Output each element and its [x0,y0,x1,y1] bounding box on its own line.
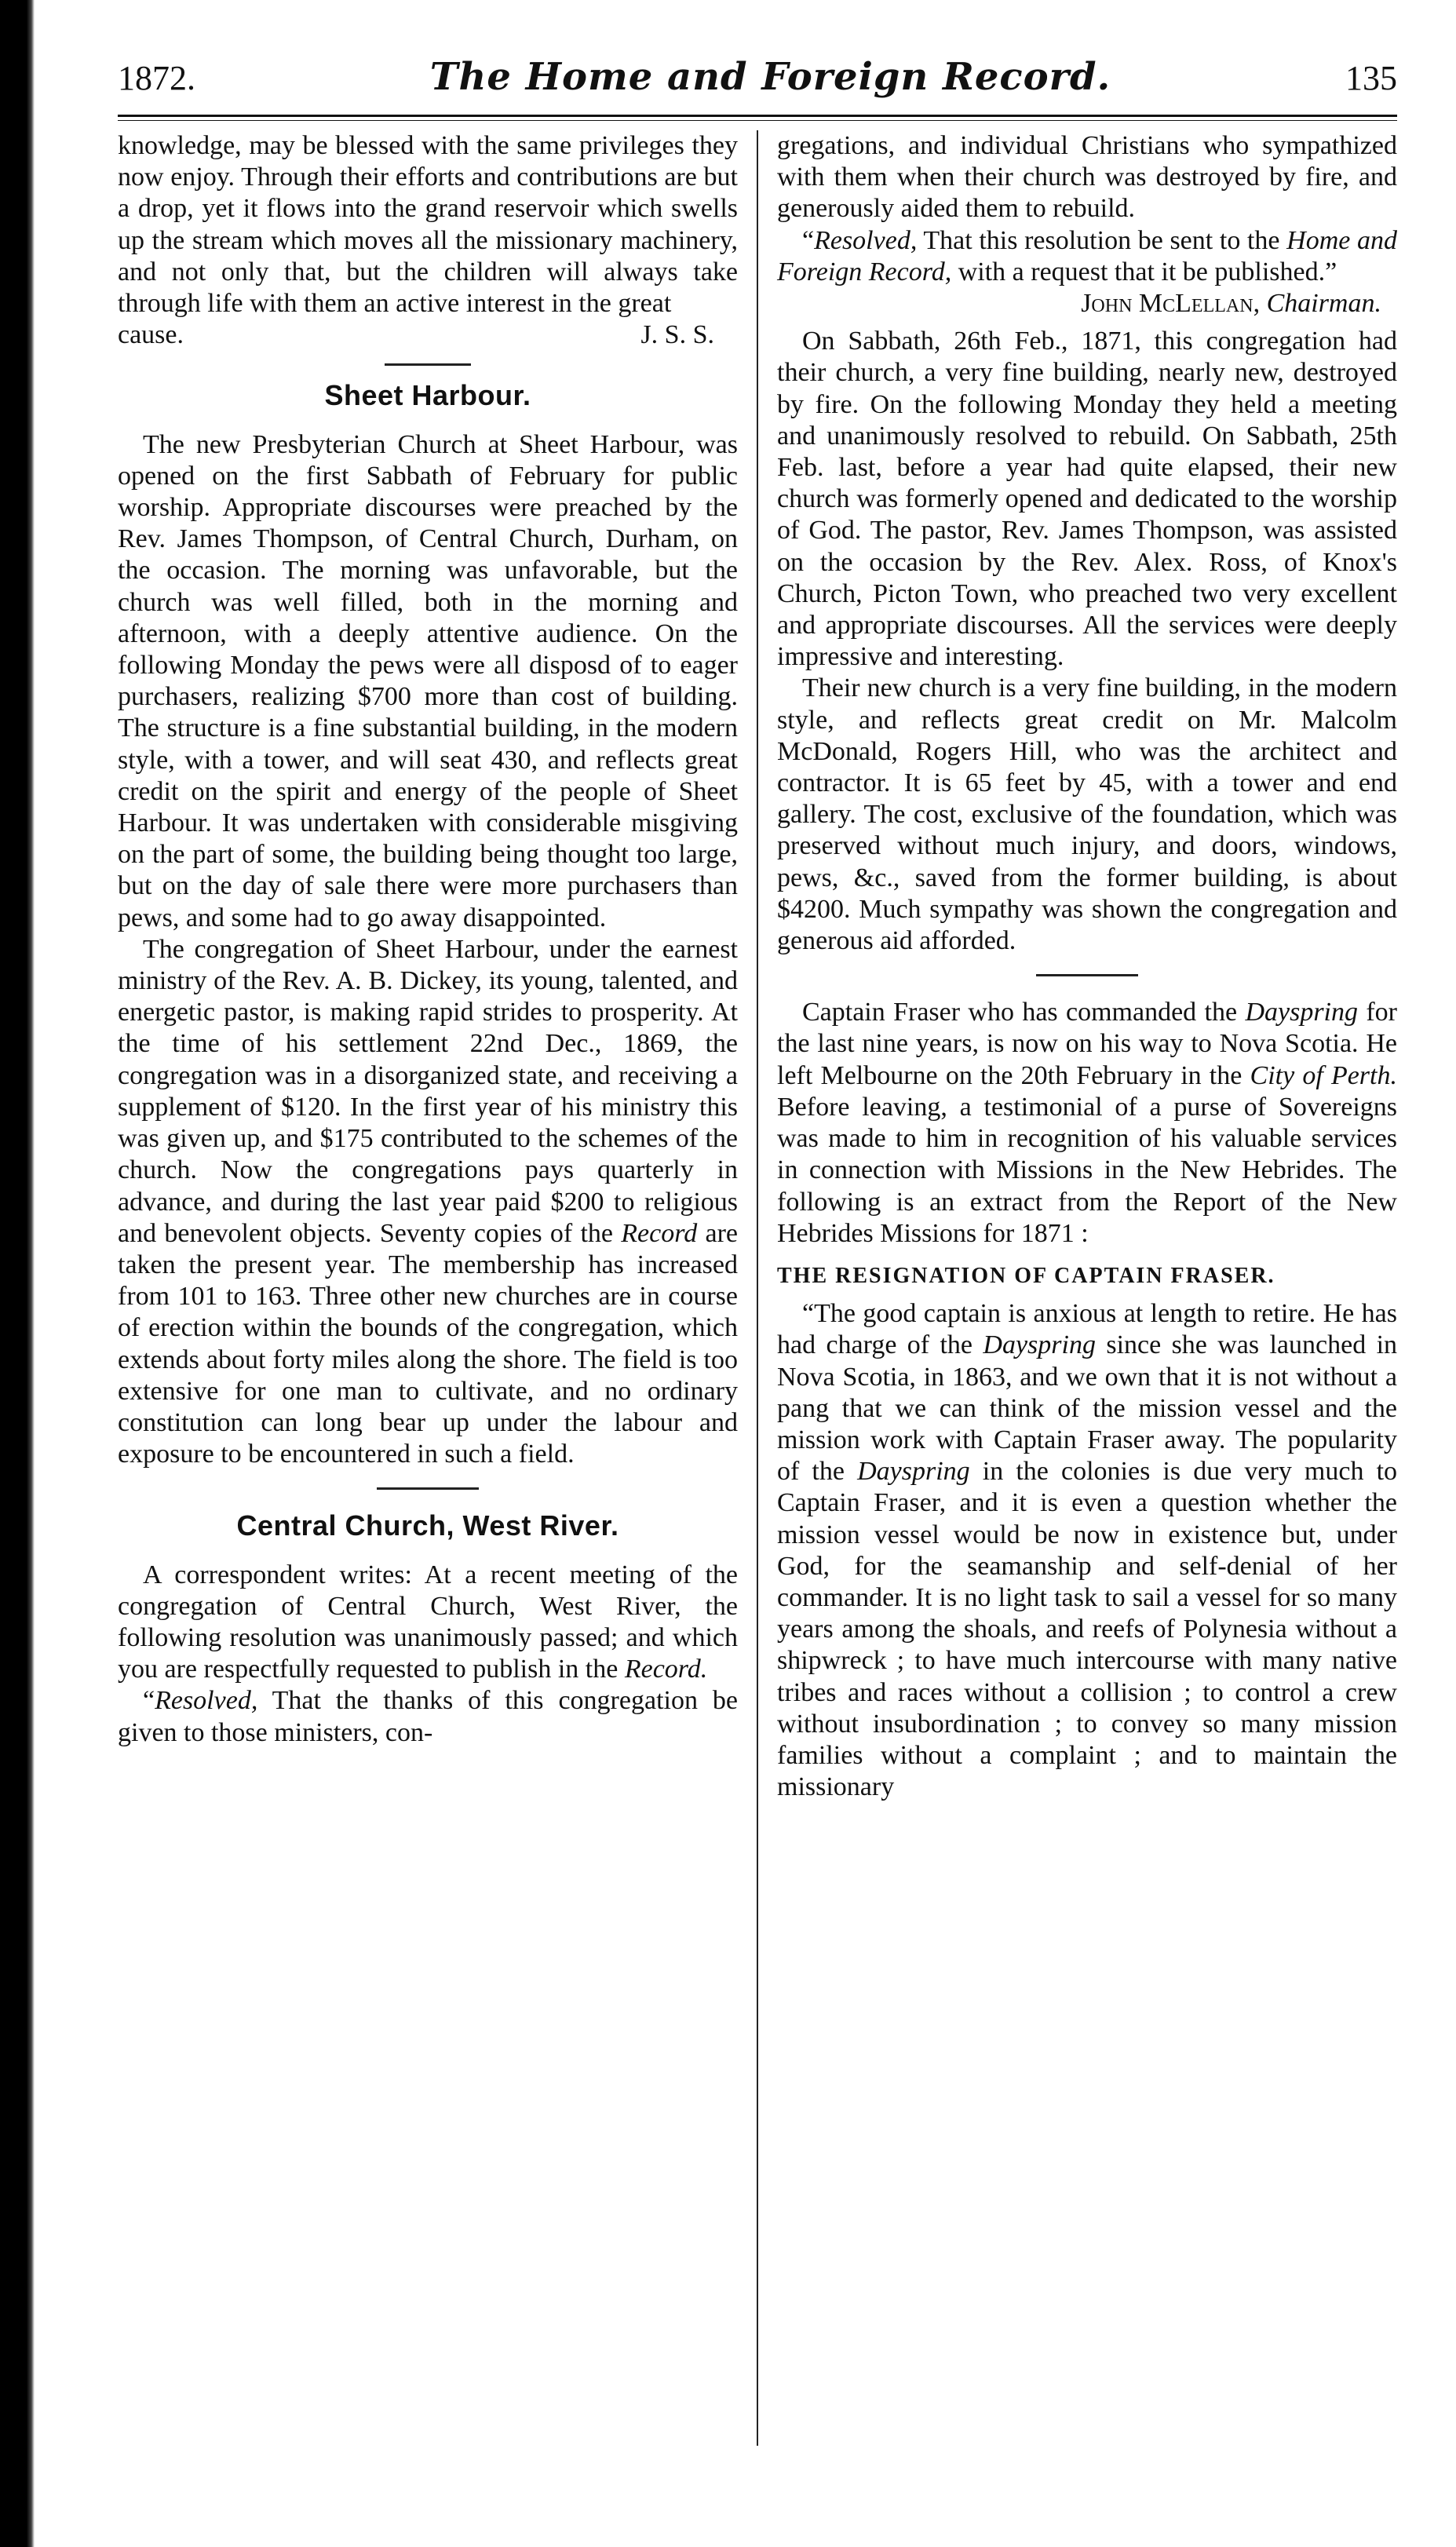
central-church-resolution-1: “Resolved, That the thanks of this congregation be given to those ministers, con- [118,1686,738,1747]
header-year: 1872. [118,59,195,97]
chairman-signature: John McLellan, Chairman. [1081,289,1381,319]
intro-signature: J. S. S. [640,320,714,350]
left-column [118,130,757,2422]
sheet-harbour-paragraph-1: The new Presbyterian Church at Sheet Harbour, was opened on the first Sabbath of February for public worship. Appropriate discourses were preached by the Rev. James Thompson, of Central Church, Durham, on the occasion. The morning was unfavorable, but the church was well filled, both in the morning and afternoon, with a deeply attentive audience. On the following Monday the pews were all disposd of to eager purchasers, realizing $700 more than cost of building. The structure is a fine substantial building, in the modern style, with a tower, and will seat 430, and reflects great credit on the spirit and energy of the people of Sheet Harbour. It was undertaken with considerable misgiving on the part of some, the building being thought too large, but on the day of sale there were more purchasers than pews, and some had to go away disappointed. [118,429,738,932]
section-divider [377,1487,479,1490]
sheet-harbour-heading: Sheet Harbour. [324,379,531,412]
resolution-continuation: gregations, and individual Christians who sympathized with them when their church was destroyed by fire, and generously aided them to rebuild. [777,131,1397,224]
journal-page [118,55,1397,2488]
resignation-heading: THE RESIGNATION OF CAPTAIN FRASER. [777,1263,1275,1288]
section-divider [385,363,471,366]
page-number: 135 [1345,59,1397,97]
resignation-paragraph: “The good captain is anxious at length to retire. He has had charge of the Dayspring since she was launched in Nova Scotia, in 1863, and we own that it is not without a pang that we can think of the mission vessel and the mission work with Captain Fraser away. The popularity of the Dayspring in the colonies is due very much to Captain Fraser, and it is even a question whether the mission vessel would be now in existence but, under God, for the seamanship and self-denial of her commander. It is no light task to sail a vessel for so many years among the shoals, and reefs of Polynesia without a shipwreck ; to have much intercourse with many native tribes and races without a collision ; to control a crew without insubordination ; to convey so many mission families without a complaint ; and to maintain the missionary [777,1299,1397,1802]
sabbath-paragraph: On Sabbath, 26th Feb., 1871, this congregation had their church, a very fine building, nearly new, destroyed by fire. On the following Monday they held a meeting and unanimously resolved to rebuild. On Sabbath, 25th Feb. last, before a year had quite elapsed, their new church was formerly opened and dedicated to the worship of God. The pastor, Rev. James Thompson, was assisted on the occasion by the Rev. Alex. Ross, of Knox's Church, Picton Town, who preached two very excellent and appropriate discourses. All the services were deeply impressive and interesting. [777,327,1397,672]
intro-paragraph: knowledge, may be blessed with the same privileges they now enjoy. Through their efforts and contributions are but a drop, yet it flows into the grand reservoir which swells up the stream which moves all the missionary machinery, and not only that, but the children will always take through life with them an active interest in the great [118,131,738,319]
sheet-harbour-paragraph-2: The congregation of Sheet Harbour, under the earnest ministry of the Rev. A. B. Dickey, its young, talented, and energetic pastor, is making rapid strides to prosperity. At the time of his settlement 22nd Dec., 1869, the congregation was in a disorganized state, and receiving a supplement of $120. In the first year of his ministry this was given up, and $175 contributed to the schemes of the church. Now the congregations pays quarterly in advance, and during the last year paid $200 to religious and benevolent objects. Seventy copies of the Record are taken the present year. The membership has increased from 101 to 163. Three other new churches are in course of erection within the bounds of the congregation, which extends about forty miles along the shore. The field is too extensive for one man to cultivate, and no ordinary constitution can long bear up under the labour and exposure to be encountered in such a field. [118,934,738,1469]
header-rule [118,115,1397,121]
publication-title: The Home and Foreign Record. [429,55,1111,99]
right-column [758,130,1397,2422]
two-column-body [118,130,1397,2422]
central-church-paragraph-1: A correspondent writes: At a recent meeting of the congregation of Central Church, West River, the following resolution was unanimously passed; and which you are respectfully requested to publish in the Record. [118,1560,738,1684]
central-church-heading: Central Church, West River. [236,1509,619,1542]
running-header [118,55,1397,110]
intro-signoff [118,319,738,351]
new-church-paragraph: Their new church is a very fine building, in the modern style, and reflects great credit on Mr. Malcolm McDonald, Rogers Hill, who was the architect and contractor. It is 65 feet by 45, with a tower and end gallery. The cost, exclusive of the foundation, which was preserved without much injury, and doors, windows, pews, &c., saved from the former building, is about $4200. Much sympathy was shown the congregation and generous aid afforded. [777,673,1397,956]
resolution-2: “Resolved, That this resolution be sent to the Home and Foreign Record, with a request that it be published.” [777,225,1397,286]
intro-last-word: cause. [118,320,184,350]
page-binding-edge [0,0,35,2547]
section-divider [1036,974,1138,976]
captain-fraser-paragraph: Captain Fraser who has commanded the Dayspring for the last nine years, is now on his way to Nova Scotia. He left Melbourne on the 20th February in the City of Perth. Before leaving, a testimonial of a purse of Sovereigns was made to him in recognition of his valuable services in connection with Missions in the New Hebrides. The following is an extract from the Report of the New Hebrides Missions for 1871 : [777,998,1397,1248]
